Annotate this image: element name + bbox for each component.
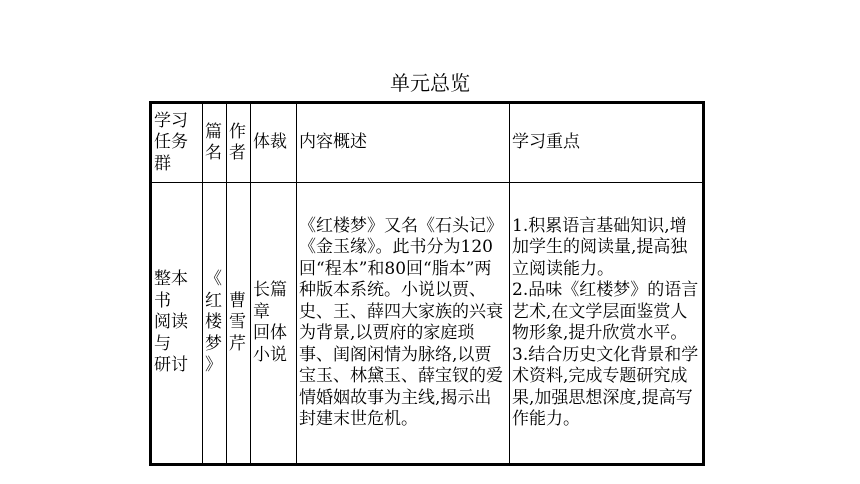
header-author: 作 者 (227, 103, 251, 183)
cell-focus: 1.积累语言基础知识,增加学生的阅读量,提高独立阅读能力。 2.品味《红楼梦》的语言艺术,在文学层面鉴赏人物形象,提升欣赏水平。 3.结合历史文化背景和学术资料,完成专题研究成果,加强思想深度,提高写作能力。 (510, 183, 704, 465)
cell-summary: 《红楼梦》又名《石头记》《金玉缘》。此书分为120回“程本”和80回“脂本”两种版本系统。小说以贾、史、王、薛四大家族的兴衰为背景,以贾府的家庭琐事、闺阁闲情为脉络,以贾宝玉、林黛玉、薛宝钗的爱情婚姻故事为主线,揭示出封建末世危机。 (297, 183, 510, 465)
header-task-group: 学习 任务 群 (151, 103, 203, 183)
header-summary: 内容概述 (297, 103, 510, 183)
cell-genre: 长篇 章 回体 小说 (251, 183, 297, 465)
table-row (151, 183, 704, 465)
header-genre: 体裁 (251, 103, 297, 183)
table-header-row (151, 103, 704, 183)
header-focus: 学习重点 (510, 103, 704, 183)
unit-overview-table (149, 101, 705, 466)
cell-task-group: 整本 书 阅读 与 研讨 (151, 183, 203, 465)
header-chapter: 篇 名 (203, 103, 227, 183)
page-title: 单元总览 (390, 71, 470, 95)
cell-chapter: 《 红 楼 梦 》 (203, 183, 227, 465)
cell-author: 曹 雪 芹 (227, 183, 251, 465)
